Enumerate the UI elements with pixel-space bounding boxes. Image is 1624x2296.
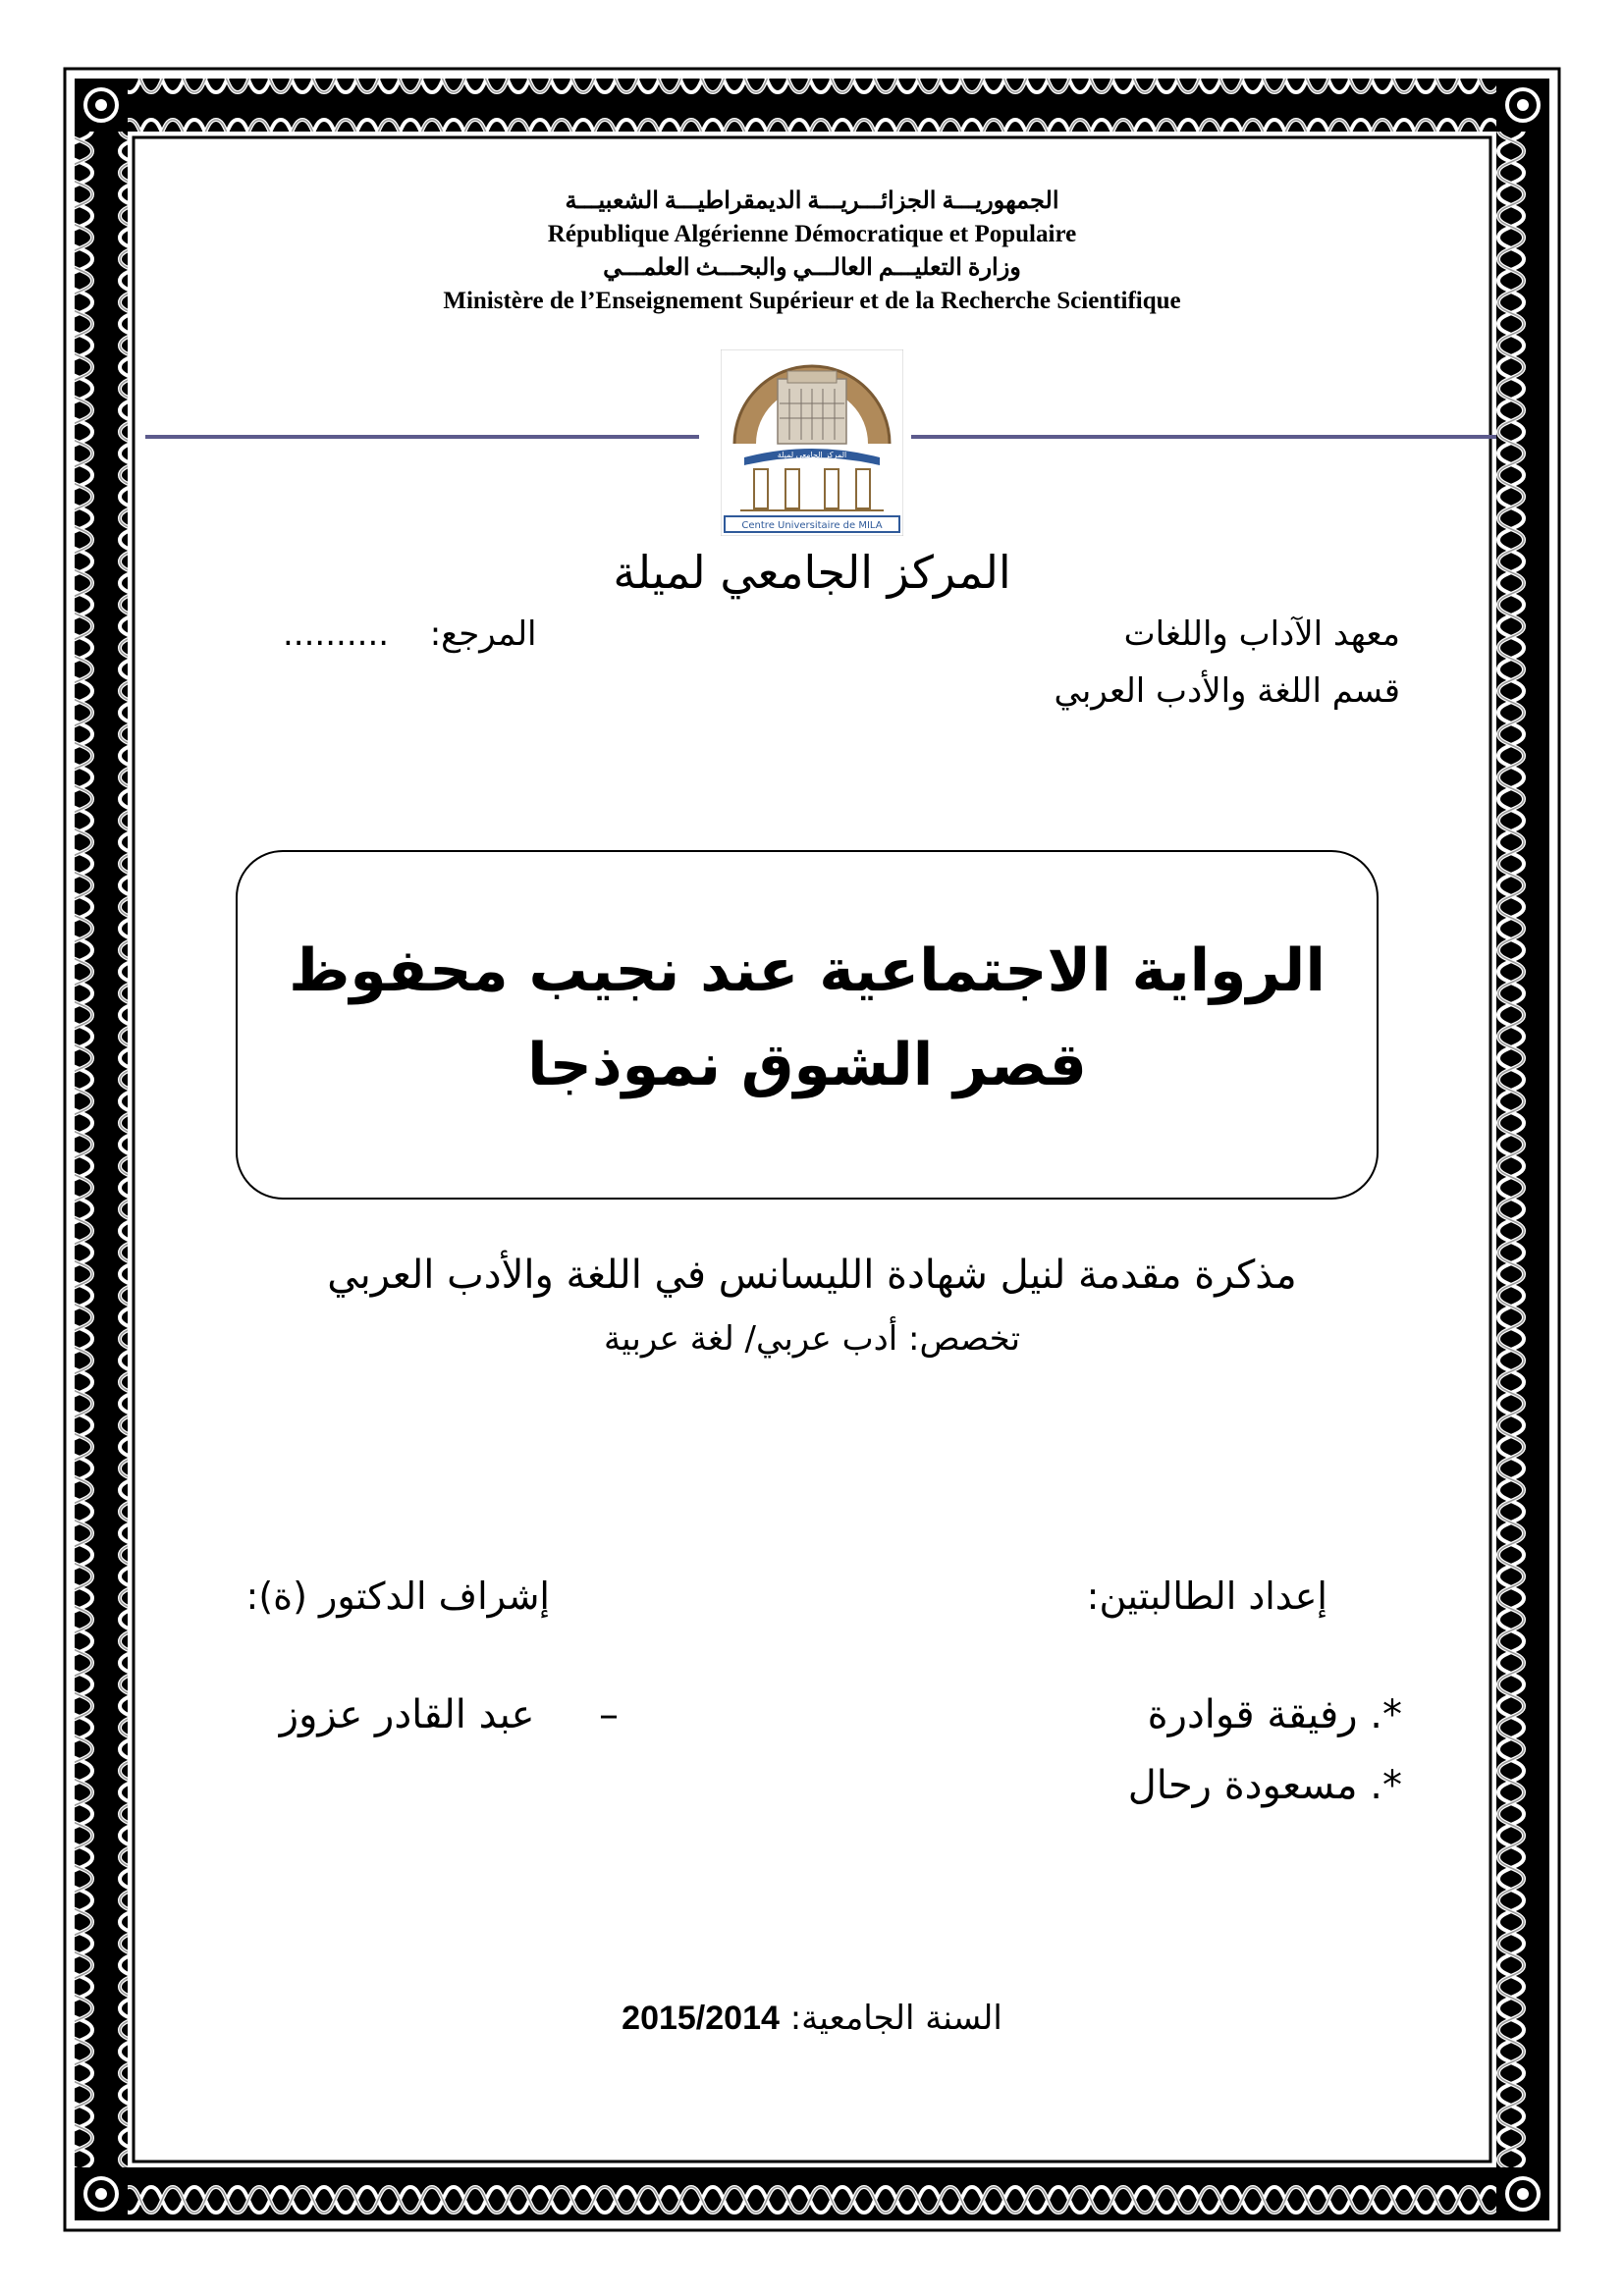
prepared-by-label: إعداد الطالبتين: [1086, 1575, 1327, 1618]
corner-ornament-icon [75, 79, 128, 132]
thesis-title: الرواية الاجتماعية عند نجيب محفوظ [289, 936, 1326, 1005]
academic-year [393, 1999, 1231, 2038]
corner-ornament-icon [1496, 79, 1549, 132]
supervisor-name: – عبد القادر عزوز [279, 1692, 619, 1737]
supervised-by-label: إشراف الدكتور (ة): [245, 1575, 550, 1618]
ministry-name-ar: وزارة التعليـــم العالـــي والبحـــث العلمـــي [603, 255, 1021, 281]
corner-ornament-icon [1496, 2167, 1549, 2220]
list-bullet: *. [1370, 1763, 1402, 1808]
logo-caption: Centre Universitaire de MILA [741, 520, 883, 531]
academic-year-label: السنة الجامعية: [789, 1999, 1002, 2038]
thesis-subtitle: قصر الشوق نموذجا [527, 1031, 1087, 1099]
institute-name: معهد الآداب واللغات [1123, 614, 1400, 654]
thesis-title-box [236, 850, 1379, 1200]
republic-name-ar: الجمهوريـــة الجزائـــريـــة الديمقراطيـــة الشعبيـــة [565, 188, 1059, 214]
department-name: قسم اللغة والأدب العربي [1054, 671, 1400, 711]
ministry-name-fr: Ministère de l’Enseignement Supérieur et de la Recherche Scientifique [443, 288, 1181, 314]
list-bullet: *. [1370, 1692, 1402, 1737]
svg-text:المركز الجامعي لميلة: المركز الجامعي لميلة [777, 451, 847, 459]
header-divider-right [911, 435, 1496, 439]
corner-ornament-icon [75, 2167, 128, 2220]
reference-value: .......... [283, 614, 390, 654]
republic-name-fr: République Algérienne Démocratique et Populaire [547, 221, 1077, 247]
reference-label: المرجع: [429, 614, 537, 654]
header-divider-left [145, 435, 699, 439]
supervisor-dash: – [599, 1692, 619, 1737]
official-header [295, 185, 1329, 318]
student-name: *. رفيقة قوادرة [1147, 1692, 1402, 1737]
academic-year-value: 2015/2014 [622, 2000, 780, 2037]
university-logo [721, 349, 903, 536]
student-name: *. مسعودة رحال [1127, 1763, 1402, 1808]
university-center-name: المركز الجامعي لميلة [613, 546, 1011, 599]
specialty-line: تخصص: أدب عربي/ لغة عربية [603, 1319, 1021, 1359]
memo-description: مذكرة مقدمة لنيل شهادة الليسانس في اللغة والأدب العربي [327, 1253, 1297, 1298]
reference-field [283, 614, 537, 654]
